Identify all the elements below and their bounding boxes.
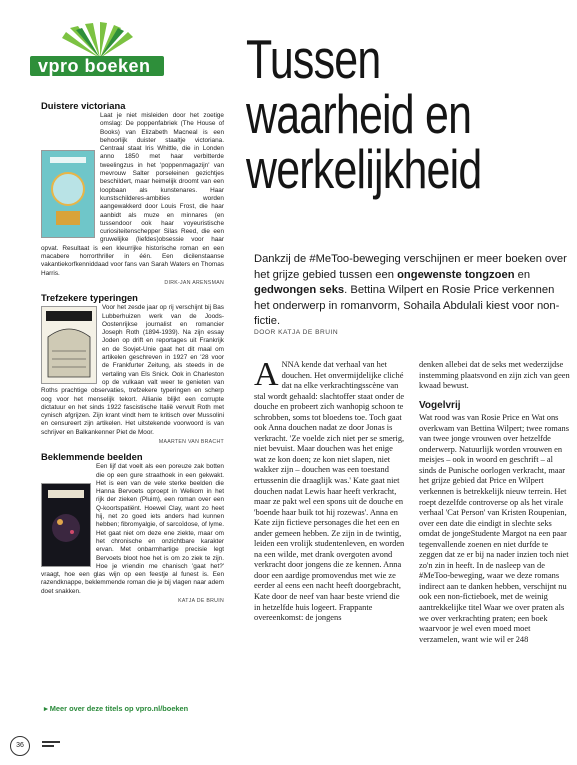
logo-text: vpro boeken [38, 56, 151, 76]
review-text: Voor het zesde jaar op rij verschijnt bij Bas Lubberhuizen werk van de Joods-Oostenrijkse journalist en romancier Joseph Roth (1894-1939). Na zijn essay Joden op drift en reportages uit Frankrijk en de Sovjet-Unie gaat het dit maal om artikelen geschreven in 1927 en '28 voor de Frankfurter Zeitung, als steeds in de vertaling van Els Snick. Ook in Charleston op de vulkaan valt weer te genieten van Roths prachtige observaties, trefzekere typeringen en scherp oog voor het menselijk tekort. Allianie blijkt een corrupte dictatuur en het sinds 1922 fascistische Italië vervult Roth met cynisch afgrijzen. Zijn krant vindt hem te kritisch over Mussolini en censureert zijn artikelen. Het uitstekende voorwoord is van schrijver en Balkankenner Piet de Moor. [41, 304, 224, 436]
cover-art [42, 484, 90, 566]
page-number: 36 [10, 736, 30, 756]
cover-art [42, 307, 96, 383]
article-title: Tussen waarheid en werkelijkheid [246, 28, 482, 200]
article-column-1 [254, 356, 405, 624]
article-lead: Dankzij de #MeToo-beweging verschijnen er meer boeken over het grijze gebied tussen een ongewenste tongzoen en gedwongen seks. Bettina Wilpert en Rosie Price verkennen het onderwerp in romanvorm, Sohaila Abdulali kiest voor non-fictie. [254, 253, 567, 328]
review-text: Laat je niet misleiden door het zoetige omslag: De poppenfabriek (The House of Books) van Elizabeth Macneal is een behoorlijk duister staaltje victoriana. Centraal staat Iris Whittle, die in Londen anno 1850 met haar verbitterde tweelingzus in het 'poppenmagazijn' van mevrouw Salter porseleinen gezichtjes beschildert, maar heimelijk droomt van een loopbaan als kunstenares. Haar kunstschilderes-ambities worden aangewakkerd door Louis Frost, die haar aanbidt als muze en minnares (en tussendoor ook haar voyeuristische curiositeitenschepper Silas Reed, die een gruwelijke (liefdes)obsessie voor haar opvat. Resultaat is een kleurrijke historische roman en een macabere horrorthriller in één. Een dicilenstaanse vakantiekorfkenniddaad voor fans van Sarah Waters en Thomas Harris. [41, 112, 224, 277]
byline: DOOR KATJA DE BRUIN [254, 329, 339, 336]
article-column-2 [419, 360, 572, 645]
review-credit: MAARTEN VAN BRACHT [158, 438, 224, 445]
book-cover-poppenfabriek [41, 150, 95, 238]
review-heading: Duistere victoriana [41, 100, 126, 111]
sidebar-reviews [41, 100, 224, 605]
review-text: Een lijf dat voelt als een poreuze zak botten die op een gure straathoek in een gekwakt. Het is een van de vele sterke beelden die Hanna Bervoets oproept in Welkom in het rijk der zieken (Pluim), een roman over een Q-koortspatiënt. Hoewel Clay, want zo heet hij, net zo goed iets anders had kunnen hebben; fibromyalgie, of sarcoïdose, of lyme. Het gaat niet om deze ene ziekte, maar om het chronische en onzichtbare karakter ervan. Met onbarmhartige precisie legt Bervoets bloot hoe het is om zo ziek te zijn. Hoe je vriendin me chanisch 'gaat het?' vraagt, hoe een glas wijn op een feestje al funest is. Een razendknappe, beklemmende roman die je bij vlagen naar adem doet snakken. [41, 463, 224, 595]
review-credit: KATJA DE BRUIN [178, 598, 224, 605]
cover-art [42, 151, 94, 237]
body-text: denken allebei dat de seks met wederzijdse instemming plaatsvond en zijn zich van geen kwaad bewust. [419, 360, 570, 391]
publisher-mark-icon [42, 740, 60, 750]
drop-cap: A [254, 356, 279, 393]
vpro-boeken-logo [30, 22, 170, 84]
body-text: NNA kende dat verhaal van het douchen. Het onvermijdelijke cliché dat na elke verkrachtingsscène van stal wordt gehaald: slachtoffer staat onder de douche en probeert zich wanhopig schoon te schrobben, soms tot bloedens toe. Toch gaat ook Anna douchen nadat ze door Jonas is verkracht. 'Ze voelde zich niet per se smerig, niet bevuist. Maar douchen was het enige wat ze kon doen; ze kon niet slapen, niet wakker zijn – douchen was een toestand ertussenin die draaglijk was.' Kate gaat niet douchen nadat Lewis haar heeft verkracht, maar ze pakt wel een spons uit de douche en 'boende haar buik tot hij rozewas'. Anna en Kate zijn fictieve personages die het een en ander gemeen hebben. Ze zijn in de twintig, leiden een vrolijk studentenleven, en worden na een wilde, met drank overgoten avond verkracht door jongens die ze kennen. Anna door een aardige promovendus met wie ze eerder al eens een nacht heeft doorgebracht, Kate door de neef van haar beste vriend die in hetzelfde huis logeert. Frappante overeenkomst: de jongens [254, 360, 405, 623]
review-heading: Beklemmende beelden [41, 451, 143, 463]
vpro-boeken-link[interactable]: ▸ Meer over deze titels op vpro.nl/boeken [44, 704, 189, 713]
book-cover-charleston [41, 306, 97, 384]
review-credit: DIRK-JAN ARENSMAN [164, 279, 224, 286]
review-heading: Trefzekere typeringen [41, 292, 138, 304]
subheading: Vogelvrij [419, 399, 461, 411]
body-text: Wat rood was van Rosie Price en Wat ons overkwam van Bettina Wilpert; twee romans van twee jonge vrouwen over hetzelfde onderwerp. Natuurlijk worden vrouwen en meisjes – ook in woord en geschrift – al sinds de Punische oorlogen verkracht, maar het grijze gebied dat Price en Wilpert verkennen is betrekkelijk nieuw terrein. Het roept dezelfde controverse op als het virale verhaal 'Cat Person' van Kristen Roupenian, over een date die eindigt in slechte seks omdat de jongeStudente Margot na een paar tegenvallende zoenen en niet durfde te zeggen dat ze er bij na nader inzien toch niet zo'n zin in heeft. In de nasleep van de #MeToo-beweging, waar we deze romans indirect aan te danken hebben, verschijnt nu ook een non-fictieboek, met de weinig aantrekkelijke titel Waar we over praten als we over verkrachting praten; een boek waarvoor je wel even moed moet verzamelen, want wie wil er 248 [419, 413, 569, 644]
book-cover-rijk-der-zieken [41, 483, 91, 567]
